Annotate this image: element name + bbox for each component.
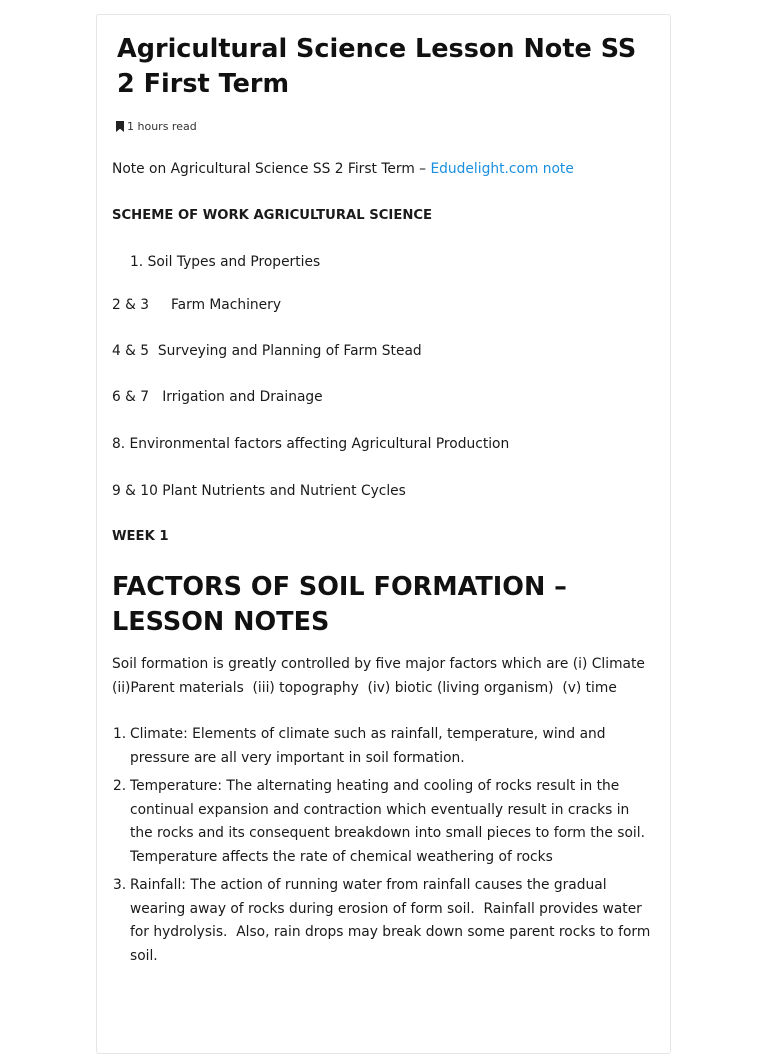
section-intro: Soil formation is greatly controlled by five major factors which are (i) Climate (ii)Parent materials (iii) topography (iv) biotic (living organism) (v) time — [112, 656, 645, 696]
intro-paragraph — [112, 157, 662, 181]
week-label: WEEK 1 — [112, 529, 169, 544]
scheme-item-2: 2 & 3 Farm Machinery — [112, 297, 281, 313]
edudelight-link[interactable]: Edudelight.com note — [430, 161, 574, 177]
factor-item — [113, 775, 655, 870]
article-card — [96, 14, 671, 1054]
section-heading: FACTORS OF SOIL FORMATION – LESSON NOTES — [112, 572, 567, 637]
scheme-heading: SCHEME OF WORK AGRICULTURAL SCIENCE — [112, 208, 433, 223]
read-time: 1 hours read — [127, 120, 197, 133]
scheme-item-6: 9 & 10 Plant Nutrients and Nutrient Cycles — [112, 483, 406, 499]
factor-number: 2. — [113, 778, 127, 794]
article-title: Agricultural Science Lesson Note SS 2 First Term — [117, 34, 637, 99]
factor-text: Temperature: The alternating heating and cooling of rocks result in the continual expansion and contraction which eventually result in cracks in the rocks and its consequent breakdown into small pieces to form the soil. Temperature affects the rate of chemical weathering of rocks — [130, 778, 645, 866]
scheme-item-1 — [130, 250, 650, 274]
bookmark-icon — [116, 121, 124, 132]
scheme-item-3: 4 & 5 Surveying and Planning of Farm Stead — [112, 343, 422, 359]
factor-number: 1. — [113, 726, 127, 742]
factor-text: Climate: Elements of climate such as rainfall, temperature, wind and pressure are all very important in soil formation. — [130, 726, 606, 766]
factor-item — [113, 874, 655, 969]
read-time-meta — [116, 120, 197, 133]
scheme-item-1-number: 1. — [130, 254, 144, 270]
scheme-item-4: 6 & 7 Irrigation and Drainage — [112, 389, 323, 405]
factor-number: 3. — [113, 877, 127, 893]
scheme-item-5: 8. Environmental factors affecting Agricultural Production — [112, 436, 510, 452]
factor-item — [113, 723, 655, 770]
intro-text: Note on Agricultural Science SS 2 First Term – — [112, 161, 431, 177]
factor-text: Rainfall: The action of running water from rainfall causes the gradual wearing away of rocks during erosion of form soil. Rainfall provides water for hydrolysis. Also, rain drops may break down some parent rocks to form soil. — [130, 877, 651, 965]
scheme-item-1-label: Soil Types and Properties — [147, 254, 321, 270]
